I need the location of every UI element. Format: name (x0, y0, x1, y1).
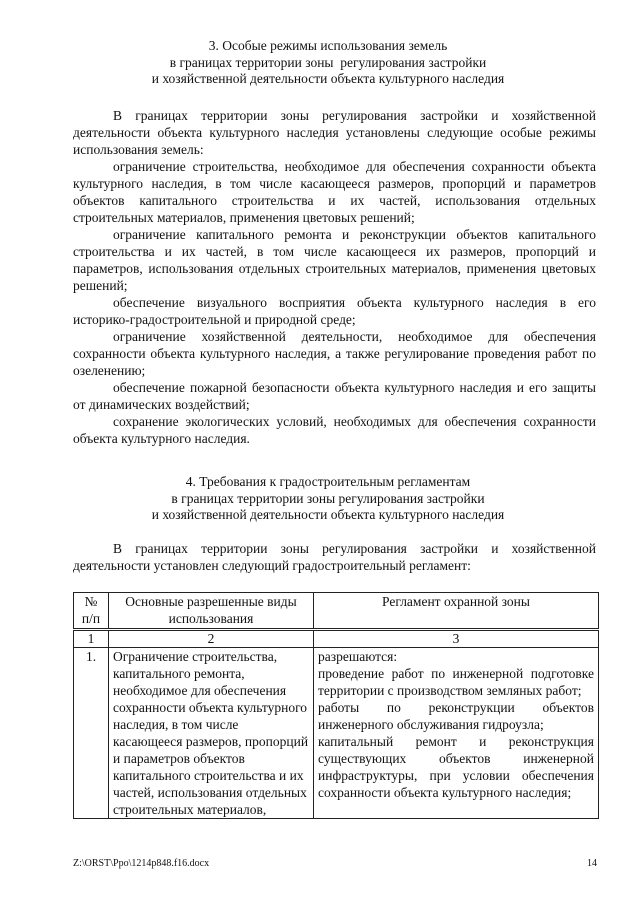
section-3-heading-line-2: в границах территории зоны регулирования застройки (169, 54, 487, 70)
paragraph: ограничение строительства, необходимое для обеспечения сохранности объекта культурного наследия, в том числе касающееся размеров, пропорций и параметров объектов капитального строительства и их частей, использования отдельных строительных материалов, применения цветовых решений; (73, 159, 596, 225)
paragraph: В границах территории зоны регулирования застройки и хозяйственной деятельности объекта культурного наследия установлены следующие особые режимы использования земель: (73, 108, 596, 157)
regulation-line: разрешаются: (318, 649, 398, 664)
regulation-table (73, 592, 599, 819)
section-3-body (73, 107, 596, 447)
column-number: 1 (74, 630, 109, 648)
footer-page-number: 14 (587, 858, 597, 869)
paragraph: обеспечение визуального восприятия объекта культурного наследия в его историко-градостроительной и природной среде; (73, 295, 596, 327)
table-header-row (74, 593, 599, 630)
section-3-heading (60, 38, 596, 88)
paragraph: сохранение экологических условий, необходимых для обеспечения сохранности объекта культурного наследия. (73, 414, 596, 446)
header-number: № п/п (74, 593, 109, 630)
row-regulation-cell (314, 648, 599, 819)
paragraph: ограничение хозяйственной деятельности, необходимое для обеспечения сохранности объекта культурного наследия, а также регулирование проведения работ по озеленению; (73, 329, 596, 378)
footer-file-path: Z:\ORST\Ppo\1214p848.f16.docx (73, 858, 210, 869)
column-number: 3 (314, 630, 599, 648)
regulation-line: капитальный ремонт и реконструкция существующих объектов инженерной инфраструктуры, при условии обеспечения сохранности объекта культурного наследия; (318, 734, 594, 800)
row-use-text: Ограничение строительства, капитального ремонта, необходимое для обеспечения сохранности объекта культурного наследия, в том числе касающееся размеров, пропорций и параметров объектов капитального строительства и их частей, использования отдельных строительных материалов, (109, 648, 314, 819)
paragraph: В границах территории зоны регулирования застройки и хозяйственной деятельности установлен следующий градостроительный регламент: (73, 541, 596, 573)
section-4-body (73, 540, 596, 574)
table-row (74, 648, 599, 819)
paragraph: ограничение капитального ремонта и реконструкции объектов капитального строительства и их частей, в том числе касающееся их размеров, пропорций и параметров, использования отдельных строительных материалов, применения цветовых решений; (73, 227, 596, 293)
section-4-heading-line-1: 4. Требования к градостроительным регламентам (185, 474, 471, 489)
section-3-heading-line-1: 3. Особые режимы использования земель (208, 38, 448, 53)
section-4-heading-line-2: в границах территории зоны регулирования застройки (171, 490, 485, 506)
section-3-heading-line-3: и хозяйственной деятельности объекта культурного наследия (151, 71, 505, 86)
row-number: 1. (74, 648, 109, 819)
paragraph: обеспечение пожарной безопасности объекта культурного наследия и его защиты от динамических воздействий; (73, 380, 596, 412)
header-uses: Основные разрешенные виды использования (109, 593, 314, 630)
header-regulation: Регламент охранной зоны (314, 593, 599, 630)
section-4-heading-line-3: и хозяйственной деятельности объекта культурного наследия (151, 507, 505, 522)
regulation-line: работы по реконструкции объектов инженерного обслуживания гидроузла; (318, 700, 594, 732)
table-column-numbers-row (74, 630, 599, 648)
column-number: 2 (109, 630, 314, 648)
regulation-line: проведение работ по инженерной подготовке территории с производством земляных работ; (318, 666, 594, 698)
section-4-heading (60, 474, 596, 524)
